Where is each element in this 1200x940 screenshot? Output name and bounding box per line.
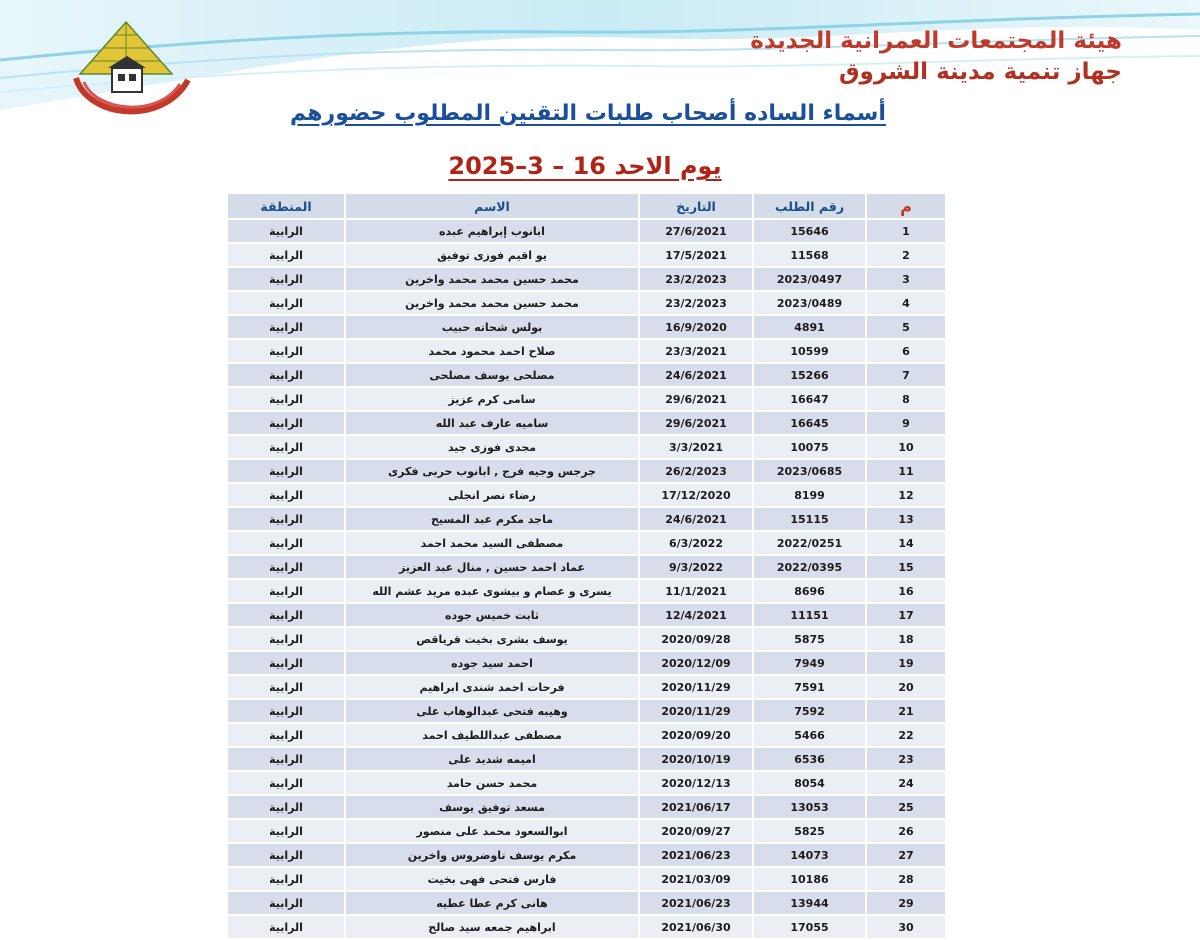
table-row xyxy=(227,483,946,507)
date-cell: 2021/06/30 xyxy=(639,915,753,939)
table-row xyxy=(227,723,946,747)
name-cell: وهيبه فتحى عبدالوهاب على xyxy=(345,699,639,723)
region-cell: الرابية xyxy=(227,291,345,315)
table-header-row xyxy=(227,193,946,219)
table-row xyxy=(227,747,946,771)
table-row xyxy=(227,603,946,627)
request-number-cell: 7591 xyxy=(753,675,866,699)
name-cell: محمد حسين محمد محمد واخرين xyxy=(345,291,639,315)
table-row xyxy=(227,651,946,675)
date-cell: 2020/09/28 xyxy=(639,627,753,651)
request-number-cell: 15115 xyxy=(753,507,866,531)
region-cell: الرابية xyxy=(227,771,345,795)
date-cell: 24/6/2021 xyxy=(639,363,753,387)
date-cell: 2020/12/09 xyxy=(639,651,753,675)
table-row xyxy=(227,579,946,603)
name-cell: مسعد توفيق يوسف xyxy=(345,795,639,819)
request-number-cell: 2022/0395 xyxy=(753,555,866,579)
index-cell: 19 xyxy=(866,651,946,675)
region-cell: الرابية xyxy=(227,411,345,435)
table-row xyxy=(227,915,946,939)
date-cell: 17/5/2021 xyxy=(639,243,753,267)
request-number-cell: 16645 xyxy=(753,411,866,435)
region-cell: الرابية xyxy=(227,747,345,771)
region-cell: الرابية xyxy=(227,483,345,507)
name-cell: يو اقيم فوزى توفيق xyxy=(345,243,639,267)
table-row xyxy=(227,795,946,819)
date-cell: 2020/12/13 xyxy=(639,771,753,795)
index-cell: 16 xyxy=(866,579,946,603)
index-cell: 18 xyxy=(866,627,946,651)
date-cell: 16/9/2020 xyxy=(639,315,753,339)
date-cell: 9/3/2022 xyxy=(639,555,753,579)
request-number-cell: 8696 xyxy=(753,579,866,603)
index-cell: 25 xyxy=(866,795,946,819)
org-name-line1: هيئة المجتمعات العمرانية الجديدة xyxy=(750,28,1122,54)
date-cell: 2021/06/23 xyxy=(639,891,753,915)
region-cell: الرابية xyxy=(227,819,345,843)
name-cell: يسرى و عصام و بيشوى عبده مريد عشم الله xyxy=(345,579,639,603)
name-cell: ابراهيم جمعه سيد صالح xyxy=(345,915,639,939)
name-cell: ثابت خميس جوده xyxy=(345,603,639,627)
index-cell: 28 xyxy=(866,867,946,891)
request-number-cell: 15266 xyxy=(753,363,866,387)
region-cell: الرابية xyxy=(227,219,345,243)
index-cell: 11 xyxy=(866,459,946,483)
region-cell: الرابية xyxy=(227,867,345,891)
name-cell: مكرم يوسف تاوضروس واخرين xyxy=(345,843,639,867)
table-row xyxy=(227,459,946,483)
table-row xyxy=(227,771,946,795)
date-cell: 29/6/2021 xyxy=(639,411,753,435)
region-cell: الرابية xyxy=(227,315,345,339)
name-cell: يوسف بشرى بخيت قرياقص xyxy=(345,627,639,651)
request-number-cell: 8199 xyxy=(753,483,866,507)
date-cell: 24/6/2021 xyxy=(639,507,753,531)
date-cell: 6/3/2022 xyxy=(639,531,753,555)
region-cell: الرابية xyxy=(227,795,345,819)
request-number-cell: 8054 xyxy=(753,771,866,795)
index-cell: 3 xyxy=(866,267,946,291)
name-cell: احمد سيد جوده xyxy=(345,651,639,675)
name-cell: مصطفى عبداللطيف احمد xyxy=(345,723,639,747)
index-cell: 10 xyxy=(866,435,946,459)
index-cell: 6 xyxy=(866,339,946,363)
request-number-cell: 2023/0497 xyxy=(753,267,866,291)
table-row xyxy=(227,267,946,291)
index-cell: 20 xyxy=(866,675,946,699)
index-cell: 15 xyxy=(866,555,946,579)
table-row xyxy=(227,291,946,315)
date-cell: 2021/06/23 xyxy=(639,843,753,867)
request-number-cell: 10599 xyxy=(753,339,866,363)
index-cell: 4 xyxy=(866,291,946,315)
index-cell: 29 xyxy=(866,891,946,915)
table-row xyxy=(227,531,946,555)
request-number-cell: 11568 xyxy=(753,243,866,267)
table-row xyxy=(227,867,946,891)
date-cell: 23/2/2023 xyxy=(639,291,753,315)
index-cell: 30 xyxy=(866,915,946,939)
index-cell: 13 xyxy=(866,507,946,531)
index-cell: 9 xyxy=(866,411,946,435)
region-cell: الرابية xyxy=(227,579,345,603)
date-cell: 2020/10/19 xyxy=(639,747,753,771)
region-cell: الرابية xyxy=(227,363,345,387)
table-row xyxy=(227,387,946,411)
column-header-index: م xyxy=(866,193,946,219)
table-row xyxy=(227,315,946,339)
table-row xyxy=(227,675,946,699)
region-cell: الرابية xyxy=(227,435,345,459)
name-cell: اميمه شديد على xyxy=(345,747,639,771)
region-cell: الرابية xyxy=(227,507,345,531)
index-cell: 1 xyxy=(866,219,946,243)
organization-header xyxy=(750,26,1122,88)
date-cell: 12/4/2021 xyxy=(639,603,753,627)
request-number-cell: 16647 xyxy=(753,387,866,411)
name-cell: ابانوب إبراهيم عبده xyxy=(345,219,639,243)
table-row xyxy=(227,555,946,579)
request-number-cell: 2023/0685 xyxy=(753,459,866,483)
region-cell: الرابية xyxy=(227,603,345,627)
index-cell: 8 xyxy=(866,387,946,411)
request-number-cell: 17055 xyxy=(753,915,866,939)
region-cell: الرابية xyxy=(227,531,345,555)
date-cell: 2020/09/20 xyxy=(639,723,753,747)
date-cell: 2020/11/29 xyxy=(639,699,753,723)
pyramid-house-logo-icon xyxy=(68,18,200,128)
name-cell: صلاح احمد محمود محمد xyxy=(345,339,639,363)
index-cell: 22 xyxy=(866,723,946,747)
name-cell: محمد حسن حامد xyxy=(345,771,639,795)
table-row xyxy=(227,411,946,435)
index-cell: 23 xyxy=(866,747,946,771)
region-cell: الرابية xyxy=(227,915,345,939)
date-cell: 17/12/2020 xyxy=(639,483,753,507)
index-cell: 21 xyxy=(866,699,946,723)
request-number-cell: 5825 xyxy=(753,819,866,843)
date-cell: 3/3/2021 xyxy=(639,435,753,459)
request-number-cell: 5875 xyxy=(753,627,866,651)
region-cell: الرابية xyxy=(227,699,345,723)
date-cell: 23/2/2023 xyxy=(639,267,753,291)
org-name-line2: جهاز تنمية مدينة الشروق xyxy=(838,59,1122,85)
column-header-region: المنطقة xyxy=(227,193,345,219)
region-cell: الرابية xyxy=(227,843,345,867)
region-cell: الرابية xyxy=(227,555,345,579)
table-row xyxy=(227,699,946,723)
request-number-cell: 15646 xyxy=(753,219,866,243)
name-cell: رضاء نصر انجلى xyxy=(345,483,639,507)
name-cell: مجدى فوزى جيد xyxy=(345,435,639,459)
request-number-cell: 11151 xyxy=(753,603,866,627)
request-number-cell: 10075 xyxy=(753,435,866,459)
index-cell: 26 xyxy=(866,819,946,843)
request-number-cell: 4891 xyxy=(753,315,866,339)
index-cell: 24 xyxy=(866,771,946,795)
name-cell: مصلحى يوسف مصلحى xyxy=(345,363,639,387)
region-cell: الرابية xyxy=(227,723,345,747)
date-cell: 11/1/2021 xyxy=(639,579,753,603)
table-row xyxy=(227,219,946,243)
index-cell: 12 xyxy=(866,483,946,507)
request-number-cell: 6536 xyxy=(753,747,866,771)
index-cell: 5 xyxy=(866,315,946,339)
name-cell: ماجد مكرم عبد المسيح xyxy=(345,507,639,531)
date-cell: 2021/03/09 xyxy=(639,867,753,891)
name-cell: فرحات احمد شندى ابراهيم xyxy=(345,675,639,699)
name-cell: جرجس وجيه فرج , ابانوب حربى فكرى xyxy=(345,459,639,483)
table-row xyxy=(227,843,946,867)
table-row xyxy=(227,891,946,915)
name-cell: ساميه عارف عبد الله xyxy=(345,411,639,435)
index-cell: 27 xyxy=(866,843,946,867)
region-cell: الرابية xyxy=(227,387,345,411)
region-cell: الرابية xyxy=(227,651,345,675)
request-number-cell: 13053 xyxy=(753,795,866,819)
column-header-date: التاريخ xyxy=(639,193,753,219)
request-number-cell: 2022/0251 xyxy=(753,531,866,555)
table-row xyxy=(227,243,946,267)
request-number-cell: 7592 xyxy=(753,699,866,723)
page-title: أسماء الساده أصحاب طلبات التقنين المطلوب حضورهم xyxy=(290,101,886,126)
table-row xyxy=(227,819,946,843)
session-date: يوم الاحد 16 – 3–2025 xyxy=(448,152,722,180)
column-header-request-no: رقم الطلب xyxy=(753,193,866,219)
request-number-cell: 13944 xyxy=(753,891,866,915)
region-cell: الرابية xyxy=(227,459,345,483)
index-cell: 2 xyxy=(866,243,946,267)
name-cell: فارس فتحى فهى بخيت xyxy=(345,867,639,891)
request-number-cell: 5466 xyxy=(753,723,866,747)
request-number-cell: 7949 xyxy=(753,651,866,675)
index-cell: 7 xyxy=(866,363,946,387)
applicants-table xyxy=(226,192,947,940)
request-number-cell: 14073 xyxy=(753,843,866,867)
table-row xyxy=(227,339,946,363)
date-cell: 2021/06/17 xyxy=(639,795,753,819)
date-cell: 29/6/2021 xyxy=(639,387,753,411)
date-cell: 23/3/2021 xyxy=(639,339,753,363)
name-cell: سامى كرم عزيز xyxy=(345,387,639,411)
region-cell: الرابية xyxy=(227,891,345,915)
name-cell: عماد احمد حسين , منال عبد العزيز xyxy=(345,555,639,579)
name-cell: ابوالسعود محمد على منصور xyxy=(345,819,639,843)
region-cell: الرابية xyxy=(227,627,345,651)
date-cell: 26/2/2023 xyxy=(639,459,753,483)
table-body xyxy=(227,219,946,939)
region-cell: الرابية xyxy=(227,339,345,363)
name-cell: هانى كرم عطا عطيه xyxy=(345,891,639,915)
table-row xyxy=(227,627,946,651)
region-cell: الرابية xyxy=(227,243,345,267)
name-cell: بولس شحاته حبيب xyxy=(345,315,639,339)
index-cell: 14 xyxy=(866,531,946,555)
column-header-name: الاسم xyxy=(345,193,639,219)
name-cell: محمد حسين محمد محمد واخرين xyxy=(345,267,639,291)
request-number-cell: 10186 xyxy=(753,867,866,891)
region-cell: الرابية xyxy=(227,675,345,699)
region-cell: الرابية xyxy=(227,267,345,291)
date-cell: 2020/09/27 xyxy=(639,819,753,843)
index-cell: 17 xyxy=(866,603,946,627)
date-cell: 2020/11/29 xyxy=(639,675,753,699)
table-row xyxy=(227,507,946,531)
date-cell: 27/6/2021 xyxy=(639,219,753,243)
request-number-cell: 2023/0489 xyxy=(753,291,866,315)
table-row xyxy=(227,363,946,387)
table-row xyxy=(227,435,946,459)
name-cell: مصطفى السيد محمد احمد xyxy=(345,531,639,555)
